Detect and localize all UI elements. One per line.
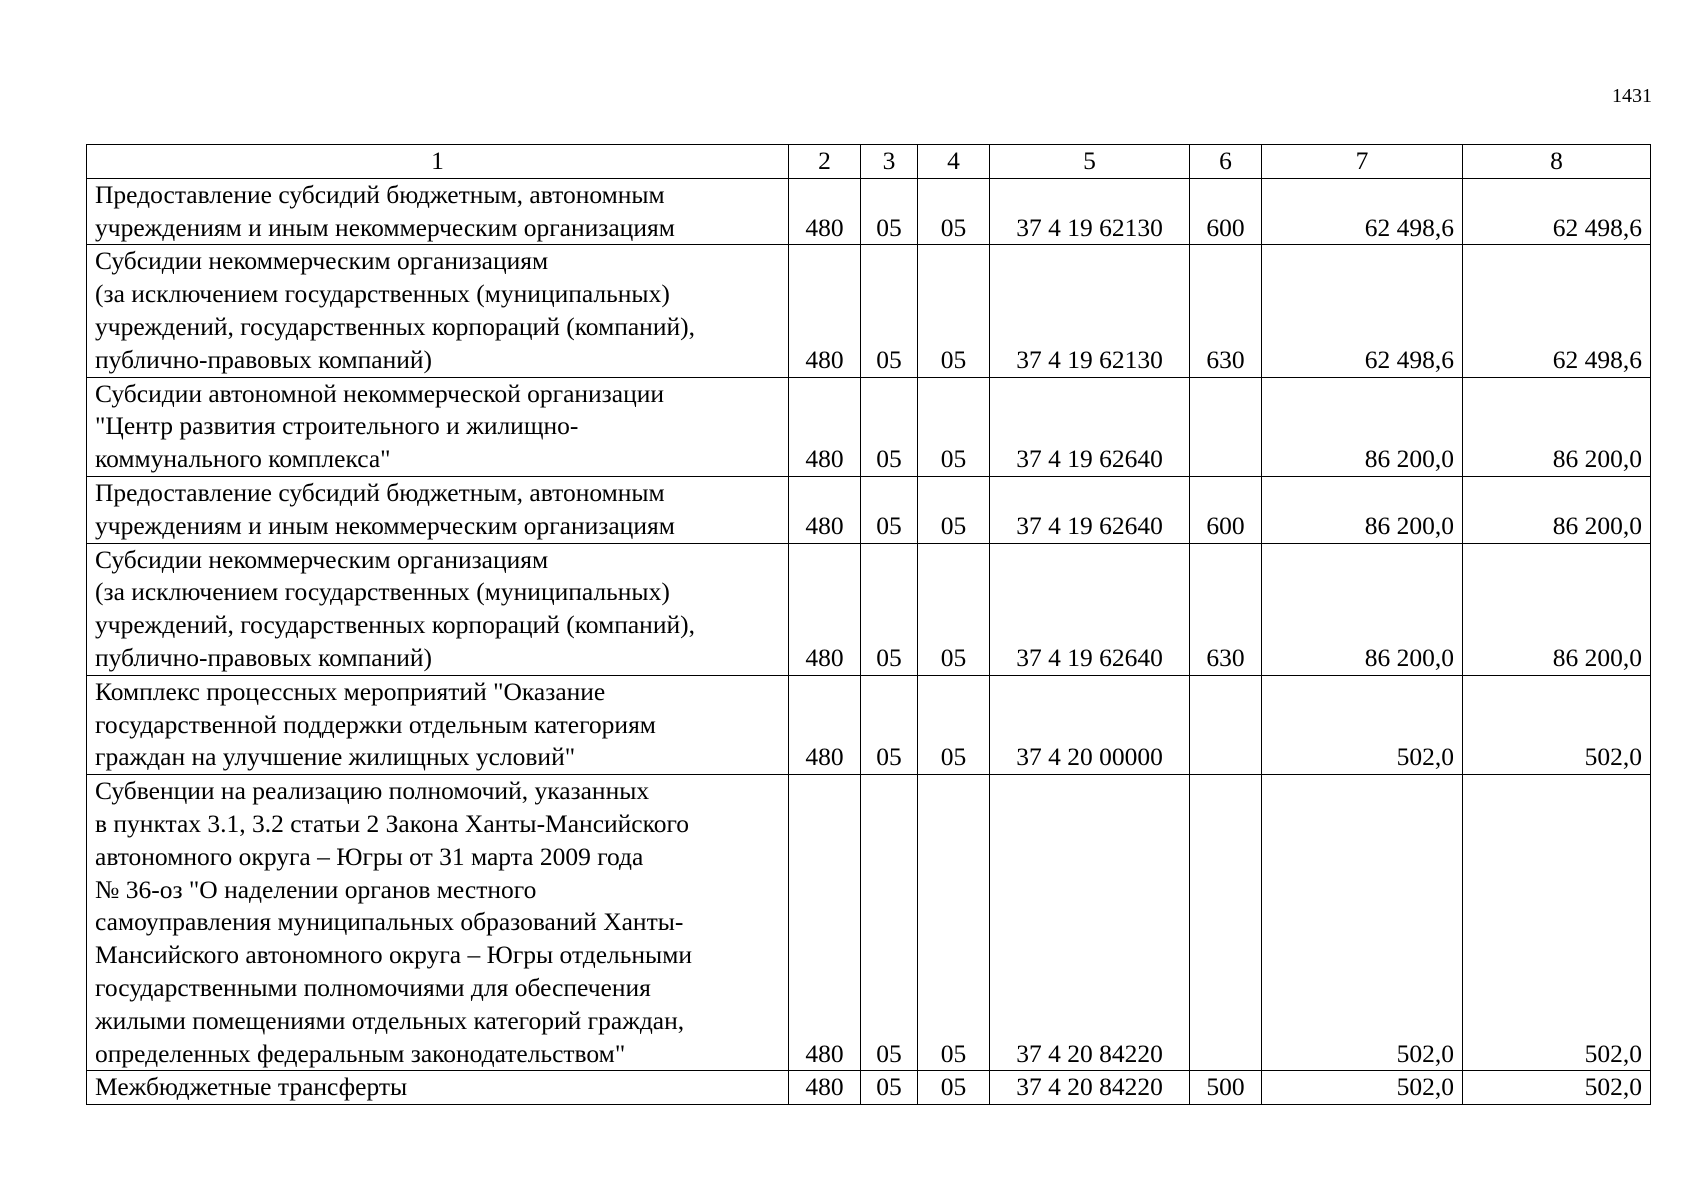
code-expense-type: [1190, 377, 1262, 476]
page-number: 1431: [1612, 85, 1652, 107]
amount-col-7: 62 498,6: [1262, 245, 1463, 377]
amount-col-7: 86 200,0: [1262, 476, 1463, 543]
code-subsection: 05: [918, 775, 990, 1071]
code-expense-type: 500: [1190, 1071, 1262, 1105]
code-ministry: 480: [789, 675, 861, 774]
row-description: Субсидии некоммерческим организациям (за исключением государственных (муниципальных) учреждений, государственных корпораций (компаний), публично-правовых компаний): [87, 245, 789, 377]
code-section: 05: [861, 675, 918, 774]
code-subsection: 05: [918, 178, 990, 245]
column-header-8: 8: [1463, 145, 1651, 179]
amount-col-8: 502,0: [1463, 675, 1651, 774]
code-section: 05: [861, 245, 918, 377]
code-target-article: 37 4 20 00000: [990, 675, 1190, 774]
code-target-article: 37 4 19 62640: [990, 476, 1190, 543]
table-row: [87, 476, 1651, 543]
column-header-3: 3: [861, 145, 918, 179]
code-subsection: 05: [918, 476, 990, 543]
code-target-article: 37 4 20 84220: [990, 1071, 1190, 1105]
budget-table: [86, 144, 1651, 1105]
code-subsection: 05: [918, 245, 990, 377]
row-description: Субсидии автономной некоммерческой организации "Центр развития строительного и жилищно- коммунального комплекса": [87, 377, 789, 476]
amount-col-8: 62 498,6: [1463, 245, 1651, 377]
code-ministry: 480: [789, 476, 861, 543]
code-section: 05: [861, 476, 918, 543]
amount-col-7: 86 200,0: [1262, 377, 1463, 476]
code-target-article: 37 4 19 62130: [990, 245, 1190, 377]
amount-col-7: 502,0: [1262, 1071, 1463, 1105]
table-row: [87, 1071, 1651, 1105]
code-subsection: 05: [918, 675, 990, 774]
code-expense-type: 630: [1190, 543, 1262, 675]
code-section: 05: [861, 543, 918, 675]
amount-col-7: 502,0: [1262, 775, 1463, 1071]
amount-col-8: 502,0: [1463, 1071, 1651, 1105]
code-ministry: 480: [789, 1071, 861, 1105]
column-header-1: 1: [87, 145, 789, 179]
table-row: [87, 543, 1651, 675]
header-row: [87, 145, 1651, 179]
code-target-article: 37 4 20 84220: [990, 775, 1190, 1071]
table-row: [87, 245, 1651, 377]
table-row: [87, 178, 1651, 245]
table-row: [87, 377, 1651, 476]
column-header-5: 5: [990, 145, 1190, 179]
amount-col-7: 502,0: [1262, 675, 1463, 774]
code-subsection: 05: [918, 543, 990, 675]
column-header-7: 7: [1262, 145, 1463, 179]
row-description: Субсидии некоммерческим организациям (за исключением государственных (муниципальных) учреждений, государственных корпораций (компаний), публично-правовых компаний): [87, 543, 789, 675]
amount-col-8: 502,0: [1463, 775, 1651, 1071]
code-expense-type: [1190, 775, 1262, 1071]
code-expense-type: 600: [1190, 476, 1262, 543]
amount-col-8: 86 200,0: [1463, 476, 1651, 543]
column-header-2: 2: [789, 145, 861, 179]
code-target-article: 37 4 19 62130: [990, 178, 1190, 245]
code-section: 05: [861, 1071, 918, 1105]
amount-col-8: 86 200,0: [1463, 377, 1651, 476]
row-description: Субвенции на реализацию полномочий, указанных в пунктах 3.1, 3.2 статьи 2 Закона Ханты-Мансийского автономного округа – Югры от 31 марта 2009 года № 36-оз "О наделении органов местного самоуправления муниципальных образований Ханты- Мансийского автономного округа – Югры отдельными государственными полномочиями для обеспечения жилыми помещениями отдельных категорий граждан, определенных федеральным законодательством": [87, 775, 789, 1071]
code-expense-type: 600: [1190, 178, 1262, 245]
code-section: 05: [861, 178, 918, 245]
code-ministry: 480: [789, 543, 861, 675]
code-ministry: 480: [789, 245, 861, 377]
code-ministry: 480: [789, 775, 861, 1071]
code-expense-type: 630: [1190, 245, 1262, 377]
table-row: [87, 775, 1651, 1071]
code-target-article: 37 4 19 62640: [990, 377, 1190, 476]
code-section: 05: [861, 775, 918, 1071]
row-description: Предоставление субсидий бюджетным, автономным учреждениям и иным некоммерческим организациям: [87, 476, 789, 543]
code-ministry: 480: [789, 377, 861, 476]
amount-col-8: 62 498,6: [1463, 178, 1651, 245]
code-target-article: 37 4 19 62640: [990, 543, 1190, 675]
column-header-6: 6: [1190, 145, 1262, 179]
amount-col-7: 86 200,0: [1262, 543, 1463, 675]
amount-col-8: 86 200,0: [1463, 543, 1651, 675]
row-description: Комплекс процессных мероприятий "Оказание государственной поддержки отдельным категориям граждан на улучшение жилищных условий": [87, 675, 789, 774]
code-subsection: 05: [918, 1071, 990, 1105]
code-subsection: 05: [918, 377, 990, 476]
code-ministry: 480: [789, 178, 861, 245]
code-expense-type: [1190, 675, 1262, 774]
column-header-4: 4: [918, 145, 990, 179]
code-section: 05: [861, 377, 918, 476]
amount-col-7: 62 498,6: [1262, 178, 1463, 245]
table-row: [87, 675, 1651, 774]
row-description: Предоставление субсидий бюджетным, автономным учреждениям и иным некоммерческим организациям: [87, 178, 789, 245]
row-description: Межбюджетные трансферты: [87, 1071, 789, 1105]
